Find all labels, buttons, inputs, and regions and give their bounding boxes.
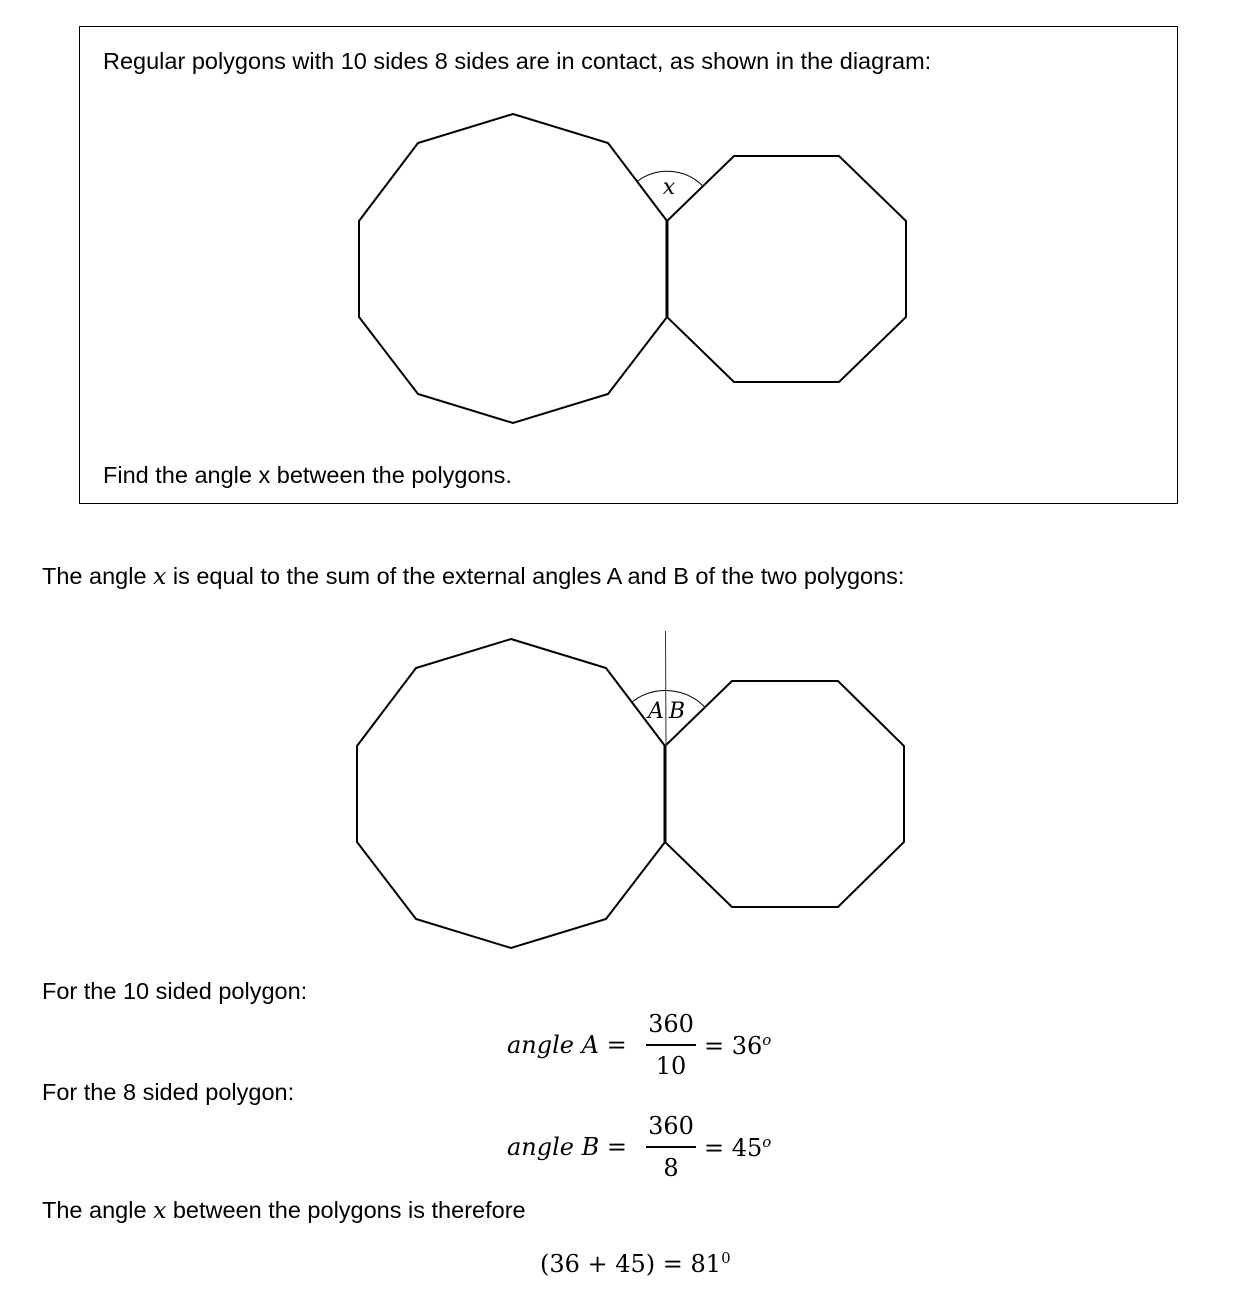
eq-b-fraction-bar (646, 1146, 696, 1148)
problem-intro: Regular polygons with 10 sides 8 sides are in contact, as shown in the diagram: (103, 48, 932, 74)
eq-b-degree: o (762, 1133, 772, 1151)
explanation-pre: The angle (42, 563, 154, 589)
eq-b-numerator: 360 (648, 1112, 694, 1140)
eq-a-result: = 36 (704, 1032, 763, 1060)
eq-a-fraction-bar (646, 1044, 696, 1046)
angle-x-label: x (662, 175, 676, 200)
problem-diagram (359, 114, 906, 423)
eq-a-equals: = (606, 1031, 627, 1059)
decagon-shape (357, 639, 665, 948)
octagon-shape (665, 681, 904, 907)
angle-a-label: A (648, 699, 664, 724)
ten-sided-heading: For the 10 sided polygon: (42, 978, 308, 1004)
explanation-post: is equal to the sum of the external angles A and B of the two polygons: (166, 563, 905, 589)
angle-b-label: B (668, 699, 686, 724)
solution-diagram (357, 631, 904, 948)
octagon-shape (667, 156, 906, 382)
final-degree: 0 (721, 1249, 731, 1267)
conclusion-pre: The angle (42, 1197, 154, 1223)
explanation-var: x (153, 562, 167, 590)
problem-question: Find the angle x between the polygons. (103, 462, 512, 488)
eq-b-lhs: angle B (507, 1133, 600, 1161)
conclusion-var: x (153, 1196, 167, 1224)
final-answer (540, 1249, 731, 1278)
conclusion-text (42, 1196, 526, 1224)
extension-line (666, 631, 667, 746)
final-expression: (36 + 45) = 81 (540, 1250, 722, 1278)
eq-a-degree: o (762, 1031, 772, 1049)
eq-a-lhs: angle A (507, 1031, 599, 1059)
conclusion-post: between the polygons is therefore (166, 1197, 526, 1223)
eq-b-equals: = (606, 1133, 628, 1161)
solution-explanation (42, 562, 905, 590)
eq-a-numerator: 360 (648, 1010, 694, 1038)
eight-sided-heading: For the 8 sided polygon: (42, 1079, 295, 1105)
eq-b-result: = 45 (704, 1134, 763, 1162)
decagon-shape (359, 114, 667, 423)
eq-b-denominator: 8 (663, 1154, 679, 1182)
eq-a-denominator: 10 (655, 1052, 687, 1080)
